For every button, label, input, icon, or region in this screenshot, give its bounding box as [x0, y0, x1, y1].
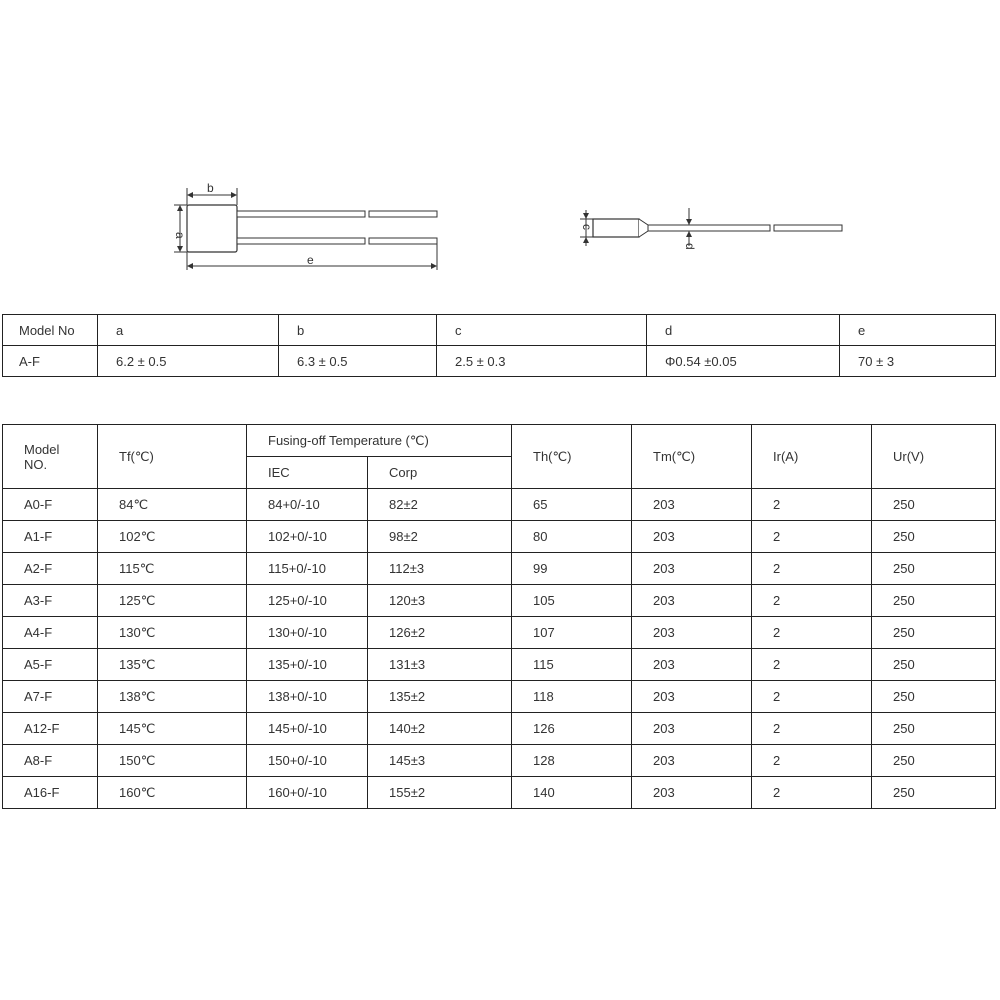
cell-ur: 250 [872, 649, 996, 681]
cell-ir: 2 [752, 585, 872, 617]
cell-a: 6.2 ± 0.5 [98, 346, 279, 377]
table-row [3, 521, 996, 553]
cell-tm: 203 [632, 521, 752, 553]
cell-tm: 203 [632, 489, 752, 521]
cell-iec: 160+0/-10 [247, 777, 368, 809]
table-row [3, 745, 996, 777]
header-model-no [3, 425, 98, 489]
cell-corp: 120±3 [368, 585, 512, 617]
cell-iec: 135+0/-10 [247, 649, 368, 681]
cell-tm: 203 [632, 585, 752, 617]
cell-ir: 2 [752, 745, 872, 777]
cell-tf: 145℃ [98, 713, 247, 745]
table-row [3, 585, 996, 617]
cell-corp: 112±3 [368, 553, 512, 585]
cell-ur: 250 [872, 745, 996, 777]
cell-tm: 203 [632, 745, 752, 777]
cell-ur: 250 [872, 585, 996, 617]
spec-header-row-1 [3, 425, 996, 457]
dim-label-a: a [173, 232, 187, 239]
cell-iec: 125+0/-10 [247, 585, 368, 617]
cell-th: 140 [512, 777, 632, 809]
header-tm: Tm(℃) [632, 425, 752, 489]
cell-ur: 250 [872, 713, 996, 745]
lead-top-2 [369, 211, 437, 217]
cell-tf: 84℃ [98, 489, 247, 521]
header-model-no-label: Model NO. [24, 441, 60, 472]
header-corp: Corp [368, 457, 512, 489]
table-row [3, 681, 996, 713]
cell-ir: 2 [752, 553, 872, 585]
cell-iec: 84+0/-10 [247, 489, 368, 521]
cell-model: A1-F [3, 521, 98, 553]
cell-th: 80 [512, 521, 632, 553]
end-view-drawing [580, 208, 842, 246]
cell-ur: 250 [872, 617, 996, 649]
cell-iec: 102+0/-10 [247, 521, 368, 553]
lead-top-1 [237, 211, 365, 217]
header-model-no: Model No [3, 315, 98, 346]
cell-tf: 130℃ [98, 617, 247, 649]
cell-ir: 2 [752, 489, 872, 521]
specification-table [2, 424, 996, 809]
cell-d: Φ0.54 ±0.05 [647, 346, 840, 377]
cell-corp: 82±2 [368, 489, 512, 521]
cell-model: A7-F [3, 681, 98, 713]
cell-tf: 125℃ [98, 585, 247, 617]
table-row [3, 649, 996, 681]
cell-th: 118 [512, 681, 632, 713]
side-view-drawing [174, 188, 437, 270]
table-row [3, 617, 996, 649]
cell-tf: 135℃ [98, 649, 247, 681]
cell-model: A3-F [3, 585, 98, 617]
header-b: b [279, 315, 437, 346]
cell-corp: 145±3 [368, 745, 512, 777]
header-ir: Ir(A) [752, 425, 872, 489]
table-row [3, 713, 996, 745]
table-row [3, 346, 996, 377]
cell-ir: 2 [752, 777, 872, 809]
header-d: d [647, 315, 840, 346]
cell-tf: 115℃ [98, 553, 247, 585]
cell-tf: 138℃ [98, 681, 247, 713]
cell-tm: 203 [632, 713, 752, 745]
cell-corp: 98±2 [368, 521, 512, 553]
header-fusing-off-temperature: Fusing-off Temperature (℃) [247, 425, 512, 457]
header-c: c [437, 315, 647, 346]
cell-ur: 250 [872, 489, 996, 521]
cell-c: 2.5 ± 0.3 [437, 346, 647, 377]
dim-label-d: d [683, 243, 697, 250]
cell-b: 6.3 ± 0.5 [279, 346, 437, 377]
fuse-body-side [187, 205, 237, 252]
cell-th: 128 [512, 745, 632, 777]
lead-end-2 [774, 225, 842, 231]
header-ur: Ur(V) [872, 425, 996, 489]
cell-ir: 2 [752, 681, 872, 713]
cell-corp: 135±2 [368, 681, 512, 713]
cell-e: 70 ± 3 [840, 346, 996, 377]
cell-model: A16-F [3, 777, 98, 809]
lead-end-1 [648, 225, 770, 231]
cell-iec: 150+0/-10 [247, 745, 368, 777]
fuse-body-end [593, 219, 639, 237]
cell-th: 99 [512, 553, 632, 585]
dim-label-e: e [307, 253, 314, 267]
cell-model: A8-F [3, 745, 98, 777]
cell-model: A0-F [3, 489, 98, 521]
cell-ur: 250 [872, 553, 996, 585]
cell-iec: 145+0/-10 [247, 713, 368, 745]
cell-ir: 2 [752, 617, 872, 649]
header-th: Th(℃) [512, 425, 632, 489]
cell-tm: 203 [632, 777, 752, 809]
cell-ur: 250 [872, 681, 996, 713]
cell-ir: 2 [752, 713, 872, 745]
cell-ur: 250 [872, 777, 996, 809]
lead-bottom-1 [237, 238, 365, 244]
cell-th: 115 [512, 649, 632, 681]
cell-iec: 115+0/-10 [247, 553, 368, 585]
cell-iec: 138+0/-10 [247, 681, 368, 713]
cell-ir: 2 [752, 521, 872, 553]
header-tf: Tf(℃) [98, 425, 247, 489]
cell-model: A-F [3, 346, 98, 377]
cell-model: A4-F [3, 617, 98, 649]
cell-corp: 140±2 [368, 713, 512, 745]
cell-model: A5-F [3, 649, 98, 681]
cell-ir: 2 [752, 649, 872, 681]
component-drawings [0, 0, 1000, 300]
cell-corp: 155±2 [368, 777, 512, 809]
cell-tm: 203 [632, 681, 752, 713]
cell-tf: 150℃ [98, 745, 247, 777]
cell-corp: 131±3 [368, 649, 512, 681]
cell-th: 65 [512, 489, 632, 521]
header-e: e [840, 315, 996, 346]
dimensions-table [2, 314, 996, 377]
dim-label-b: b [207, 181, 214, 195]
header-iec: IEC [247, 457, 368, 489]
cell-model: A2-F [3, 553, 98, 585]
cell-tm: 203 [632, 649, 752, 681]
cell-ur: 250 [872, 521, 996, 553]
cell-th: 107 [512, 617, 632, 649]
cell-th: 105 [512, 585, 632, 617]
cell-tm: 203 [632, 617, 752, 649]
header-a: a [98, 315, 279, 346]
spec-table-body [3, 489, 996, 809]
cell-model: A12-F [3, 713, 98, 745]
dimensions-header-row [3, 315, 996, 346]
table-row [3, 777, 996, 809]
lead-bottom-2 [369, 238, 437, 244]
cell-tm: 203 [632, 553, 752, 585]
dim-label-c: c [580, 224, 594, 230]
cell-corp: 126±2 [368, 617, 512, 649]
cell-th: 126 [512, 713, 632, 745]
cell-tf: 160℃ [98, 777, 247, 809]
table-row [3, 489, 996, 521]
table-row [3, 553, 996, 585]
cell-iec: 130+0/-10 [247, 617, 368, 649]
cell-tf: 102℃ [98, 521, 247, 553]
